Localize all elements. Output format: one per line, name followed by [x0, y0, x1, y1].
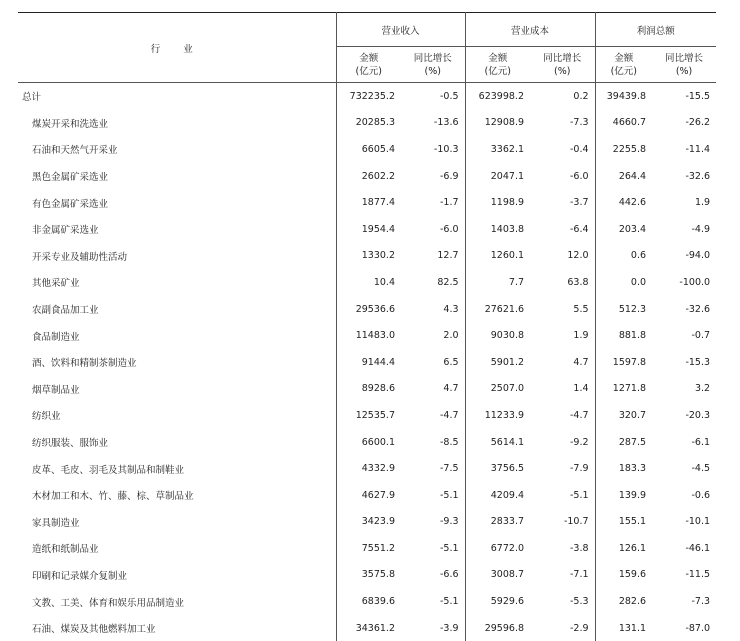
revenue-amount: 3575.8 [361, 569, 395, 581]
profit-amount: 131.1 [618, 622, 647, 634]
revenue-growth: 2.0 [401, 322, 465, 349]
cost-growth: -3.7 [530, 189, 595, 216]
revenue-amount: 1954.4 [361, 223, 395, 235]
growth-subheader-label: 同比增长 [543, 52, 582, 64]
industry-name: 有色金属矿采选业 [18, 189, 336, 216]
amount-subheader-label: 金额 [359, 52, 379, 64]
table-row [18, 349, 716, 376]
cost-amount: 12908.9 [484, 117, 525, 129]
industry-name: 总计 [18, 83, 336, 110]
table-row [18, 243, 716, 270]
profit-amount: 320.7 [618, 409, 647, 421]
profit-growth: -4.9 [691, 223, 711, 235]
cost-growth: -0.4 [530, 136, 595, 163]
revenue-amount: 2602.2 [361, 170, 395, 182]
growth-subheader-unit: (%) [554, 65, 571, 77]
table-row [18, 402, 716, 429]
cost-amount: 3362.1 [490, 143, 525, 155]
growth-subheader [530, 47, 595, 83]
profit-growth: -15.3 [685, 356, 711, 368]
table-row [18, 455, 716, 482]
profit-amount: 0.0 [630, 276, 647, 288]
industry-name: 开采专业及辅助性活动 [18, 243, 336, 270]
revenue-growth: 4.7 [401, 376, 465, 403]
cost-header: 营业成本 [465, 13, 595, 47]
revenue-growth: -6.0 [401, 216, 465, 243]
industry-finance-table [18, 12, 716, 641]
revenue-amount: 6605.4 [361, 143, 395, 155]
profit-amount: 126.1 [618, 542, 647, 554]
cost-amount: 5901.2 [490, 356, 525, 368]
revenue-amount: 11483.0 [355, 330, 395, 342]
profit-amount: 512.3 [618, 303, 647, 315]
growth-subheader [401, 47, 465, 83]
cost-amount: 7.7 [508, 276, 525, 288]
revenue-amount: 732235.2 [349, 90, 395, 102]
profit-amount: 282.6 [618, 596, 647, 608]
industry-name: 石油、煤炭及其他燃料加工业 [18, 615, 336, 641]
cost-amount: 3008.7 [490, 569, 525, 581]
cost-growth: 1.4 [530, 376, 595, 403]
amount-subheader-label: 金额 [614, 52, 634, 64]
revenue-growth: -0.5 [401, 83, 465, 110]
profit-growth: -26.2 [685, 117, 711, 129]
profit-growth: 3.2 [694, 383, 711, 395]
industry-name: 黑色金属矿采选业 [18, 163, 336, 190]
profit-amount: 4660.7 [612, 117, 647, 129]
cost-growth: 1.9 [530, 322, 595, 349]
cost-amount: 27621.6 [484, 303, 525, 315]
profit-growth: -46.1 [685, 542, 711, 554]
cost-amount: 29596.8 [484, 622, 525, 634]
table-row [18, 509, 716, 536]
profit-amount: 155.1 [618, 516, 647, 528]
industry-name: 煤炭开采和洗选业 [18, 110, 336, 137]
cost-growth: 4.7 [530, 349, 595, 376]
revenue-amount: 8928.6 [361, 383, 395, 395]
cost-growth: 63.8 [530, 269, 595, 296]
revenue-growth: -7.5 [401, 455, 465, 482]
cost-amount: 11233.9 [484, 409, 525, 421]
industry-name: 造纸和纸制品业 [18, 535, 336, 562]
profit-growth: -7.3 [691, 596, 711, 608]
growth-subheader-unit: (%) [424, 65, 441, 77]
revenue-amount: 4332.9 [361, 463, 395, 475]
cost-amount: 2507.0 [490, 383, 525, 395]
cost-amount: 1198.9 [490, 197, 525, 209]
profit-growth: -15.5 [685, 90, 711, 102]
revenue-amount: 34361.2 [355, 622, 395, 634]
cost-growth: -7.1 [530, 562, 595, 589]
profit-growth: -6.1 [691, 436, 711, 448]
profit-amount: 39439.8 [606, 90, 647, 102]
industry-name: 纺织服装、服饰业 [18, 429, 336, 456]
profit-growth: -94.0 [685, 250, 711, 262]
table-row [18, 376, 716, 403]
profit-growth: 1.9 [694, 197, 711, 209]
revenue-growth: -5.1 [401, 482, 465, 509]
amount-subheader [595, 47, 652, 83]
profit-amount: 183.3 [618, 463, 647, 475]
table-header [18, 13, 716, 83]
cost-growth: 12.0 [530, 243, 595, 270]
table-row [18, 110, 716, 137]
cost-growth: -6.0 [530, 163, 595, 190]
profit-growth: -4.5 [691, 463, 711, 475]
profit-amount: 1271.8 [612, 383, 647, 395]
table-row [18, 296, 716, 323]
amount-subheader [465, 47, 530, 83]
table-row [18, 429, 716, 456]
table-row [18, 588, 716, 615]
cost-amount: 623998.2 [478, 90, 525, 102]
profit-amount: 0.6 [630, 250, 647, 262]
cost-growth: -5.1 [530, 482, 595, 509]
profit-amount: 139.9 [618, 489, 647, 501]
cost-growth: -7.3 [530, 110, 595, 137]
growth-subheader-label: 同比增长 [413, 52, 452, 64]
table-row [18, 136, 716, 163]
cost-growth: -6.4 [530, 216, 595, 243]
industry-name: 文教、工美、体育和娱乐用品制造业 [18, 588, 336, 615]
cost-growth: -4.7 [530, 402, 595, 429]
profit-growth: -100.0 [679, 276, 711, 288]
table-row [18, 562, 716, 589]
cost-growth: -2.9 [530, 615, 595, 641]
profit-growth: -11.4 [685, 143, 711, 155]
industry-name: 木材加工和木、竹、藤、棕、草制品业 [18, 482, 336, 509]
cost-amount: 5929.6 [490, 596, 525, 608]
cost-growth: -3.8 [530, 535, 595, 562]
revenue-amount: 4627.9 [361, 489, 395, 501]
revenue-growth: -8.5 [401, 429, 465, 456]
table-row [18, 535, 716, 562]
industry-header: 行 业 [18, 13, 336, 83]
table-row [18, 269, 716, 296]
profit-amount: 203.4 [618, 223, 647, 235]
growth-subheader-unit: (%) [675, 65, 693, 77]
table-row [18, 322, 716, 349]
growth-subheader [652, 47, 716, 83]
profit-growth: -10.1 [685, 516, 711, 528]
revenue-growth: -6.6 [401, 562, 465, 589]
profit-growth: -32.6 [685, 303, 711, 315]
industry-name: 其他采矿业 [18, 269, 336, 296]
cost-amount: 3756.5 [490, 463, 525, 475]
profit-amount: 264.4 [618, 170, 647, 182]
table-row [18, 216, 716, 243]
table-row [18, 189, 716, 216]
amount-subheader-unit: (亿元) [355, 65, 382, 77]
amount-subheader [336, 47, 401, 83]
revenue-growth: 6.5 [401, 349, 465, 376]
amount-subheader-label: 金额 [488, 52, 508, 64]
industry-name: 皮革、毛皮、羽毛及其制品和制鞋业 [18, 455, 336, 482]
revenue-growth: -9.3 [401, 509, 465, 536]
revenue-amount: 29536.6 [355, 303, 395, 315]
revenue-header: 营业收入 [336, 13, 465, 47]
table-row [18, 482, 716, 509]
revenue-amount: 12535.7 [355, 409, 395, 421]
cost-growth: 0.2 [530, 83, 595, 110]
revenue-amount: 20285.3 [355, 117, 395, 129]
profit-amount: 442.6 [618, 197, 647, 209]
table-row [18, 83, 716, 110]
profit-growth: -0.7 [691, 330, 711, 342]
industry-name: 家具制造业 [18, 509, 336, 536]
amount-subheader-unit: (亿元) [484, 65, 511, 77]
revenue-growth: 82.5 [401, 269, 465, 296]
cost-amount: 2833.7 [490, 516, 525, 528]
revenue-amount: 6600.1 [361, 436, 395, 448]
revenue-growth: -5.1 [401, 535, 465, 562]
industry-name: 石油和天然气开采业 [18, 136, 336, 163]
growth-subheader-label: 同比增长 [665, 52, 704, 64]
profit-growth: -11.5 [685, 569, 711, 581]
revenue-growth: -6.9 [401, 163, 465, 190]
profit-amount: 287.5 [618, 436, 647, 448]
cost-amount: 5614.1 [490, 436, 525, 448]
industry-name: 印刷和记录媒介复制业 [18, 562, 336, 589]
cost-amount: 1260.1 [490, 250, 525, 262]
profit-growth: -32.6 [685, 170, 711, 182]
cost-amount: 9030.8 [490, 330, 525, 342]
profit-growth: -87.0 [685, 622, 711, 634]
cost-amount: 2047.1 [490, 170, 525, 182]
cost-amount: 4209.4 [490, 489, 525, 501]
industry-name: 烟草制品业 [18, 376, 336, 403]
cost-growth: -10.7 [530, 509, 595, 536]
revenue-growth: 12.7 [401, 243, 465, 270]
profit-amount: 881.8 [618, 330, 647, 342]
table-body [18, 83, 716, 641]
industry-name: 农副食品加工业 [18, 296, 336, 323]
revenue-growth: -5.1 [401, 588, 465, 615]
cost-growth: -9.2 [530, 429, 595, 456]
revenue-amount: 6839.6 [361, 596, 395, 608]
revenue-growth: -3.9 [401, 615, 465, 641]
profit-amount: 159.6 [618, 569, 647, 581]
cost-amount: 6772.0 [490, 542, 525, 554]
industry-name: 纺织业 [18, 402, 336, 429]
cost-amount: 1403.8 [490, 223, 525, 235]
revenue-amount: 10.4 [373, 276, 395, 288]
profit-header: 利润总额 [595, 13, 716, 47]
revenue-amount: 9144.4 [361, 356, 395, 368]
profit-growth: -20.3 [685, 409, 711, 421]
revenue-growth: -13.6 [401, 110, 465, 137]
cost-growth: -5.3 [530, 588, 595, 615]
table-row [18, 615, 716, 641]
revenue-amount: 7551.2 [361, 542, 395, 554]
profit-amount: 2255.8 [612, 143, 647, 155]
industry-name: 非金属矿采选业 [18, 216, 336, 243]
revenue-growth: -10.3 [401, 136, 465, 163]
profit-amount: 1597.8 [612, 356, 647, 368]
revenue-growth: -4.7 [401, 402, 465, 429]
revenue-growth: 4.3 [401, 296, 465, 323]
profit-growth: -0.6 [691, 489, 711, 501]
table-row [18, 163, 716, 190]
industry-name: 酒、饮料和精制茶制造业 [18, 349, 336, 376]
revenue-amount: 1877.4 [361, 197, 395, 209]
revenue-growth: -1.7 [401, 189, 465, 216]
cost-growth: 5.5 [530, 296, 595, 323]
industry-name: 食品制造业 [18, 322, 336, 349]
amount-subheader-unit: (亿元) [610, 65, 637, 77]
revenue-amount: 1330.2 [361, 250, 395, 262]
revenue-amount: 3423.9 [361, 516, 395, 528]
cost-growth: -7.9 [530, 455, 595, 482]
